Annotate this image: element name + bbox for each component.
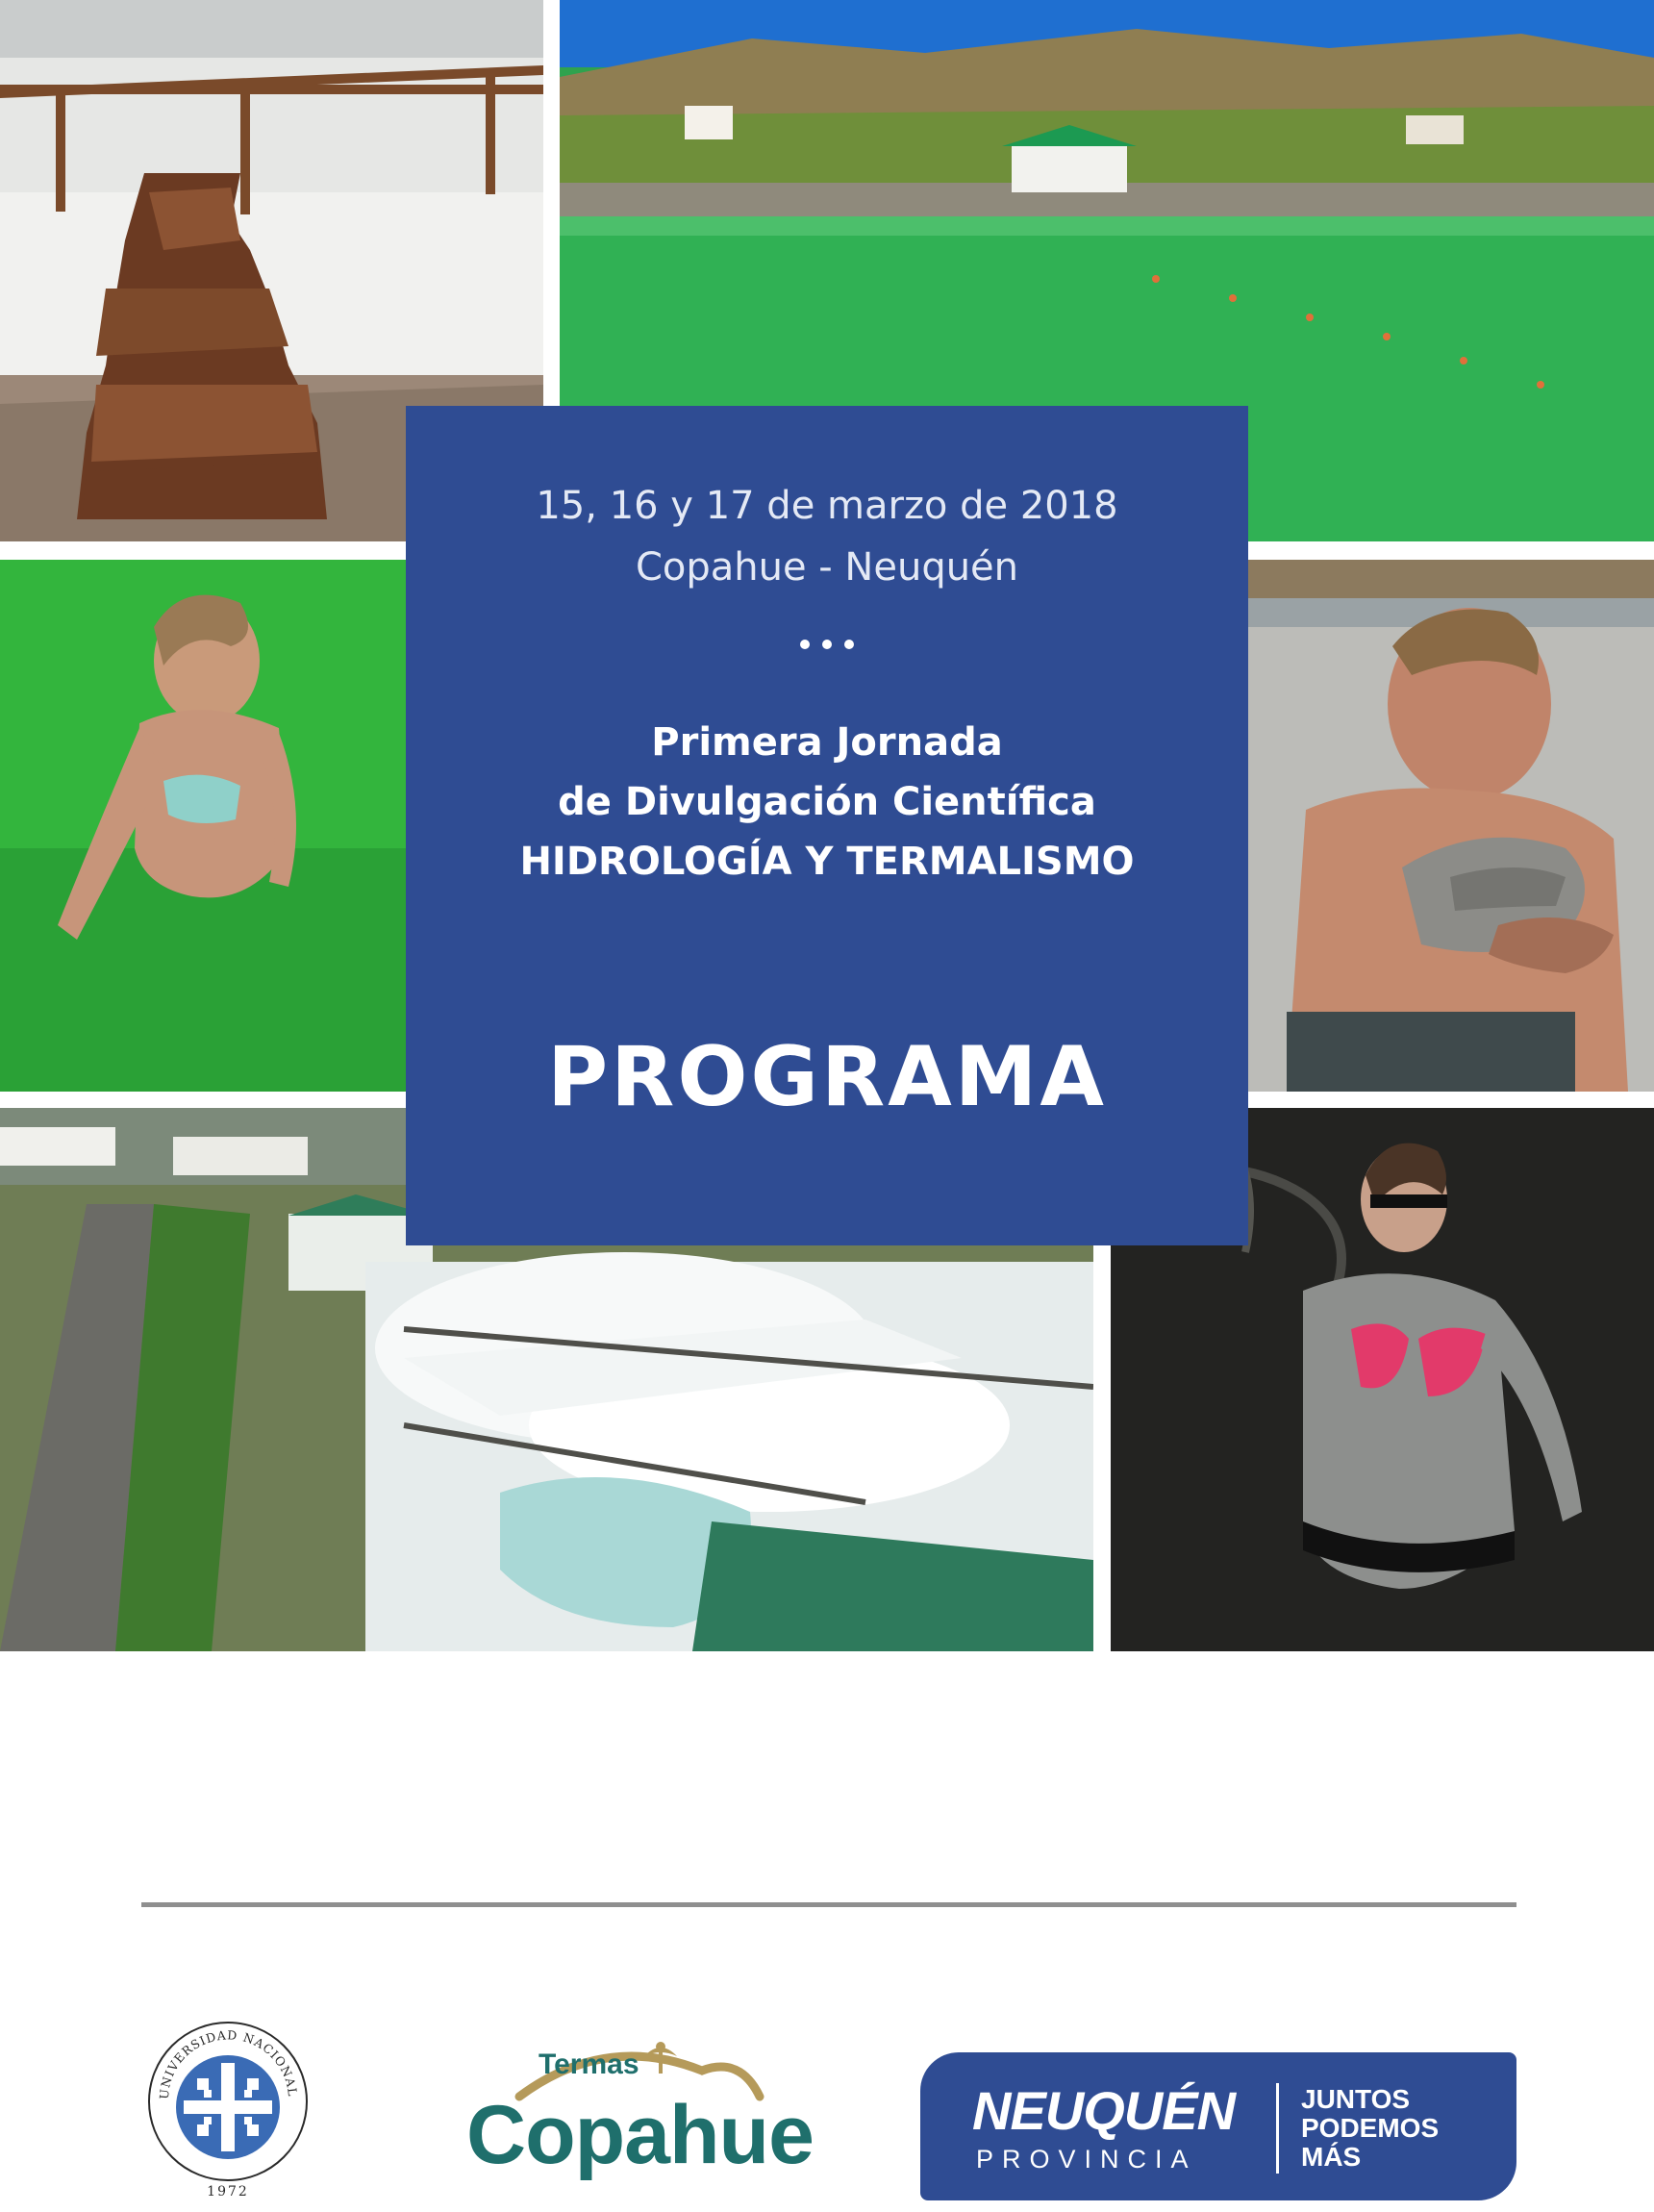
termas-brand-text: Copahue xyxy=(466,2089,814,2181)
horizontal-divider xyxy=(141,1902,1516,1907)
ellipsis-separator xyxy=(406,640,1248,659)
termas-small-text: Termas xyxy=(539,2049,639,2080)
slogan-line3: MÁS xyxy=(1301,2142,1362,2172)
slogan-line2: PODEMOS xyxy=(1301,2113,1440,2143)
event-dates: 15, 16 y 17 de marzo de 2018 xyxy=(536,484,1118,528)
neuquen-slogan xyxy=(1301,2085,1439,2172)
document-type-heading: PROGRAMA xyxy=(547,1029,1107,1125)
neuquen-name: NEUQUÉN xyxy=(972,2080,1236,2141)
svg-text:UNIVERSIDAD NACIONAL DEL COMAH: UNIVERSIDAD NACIONAL xyxy=(156,2027,301,2100)
logo-separator xyxy=(1276,2083,1279,2174)
neuquen-subtitle: PROVINCIA xyxy=(976,2145,1197,2174)
svg-text:1972: 1972 xyxy=(207,2184,249,2199)
event-info-panel xyxy=(406,406,1248,1245)
photo-woman-green-water xyxy=(0,560,406,1092)
event-title-line3: HIDROLOGÍA Y TERMALISMO xyxy=(519,840,1135,884)
event-location: Copahue - Neuquén xyxy=(635,545,1019,590)
universidad-comahue-logo xyxy=(144,2013,313,2205)
event-title-line2: de Divulgación Científica xyxy=(558,780,1096,824)
neuquen-provincia-logo xyxy=(920,2052,1516,2200)
slogan-line1: JUNTOS xyxy=(1301,2084,1411,2114)
photo-man-with-mud xyxy=(1248,560,1654,1092)
event-title-line1: Primera Jornada xyxy=(651,720,1003,765)
termas-copahue-logo xyxy=(462,2037,817,2200)
